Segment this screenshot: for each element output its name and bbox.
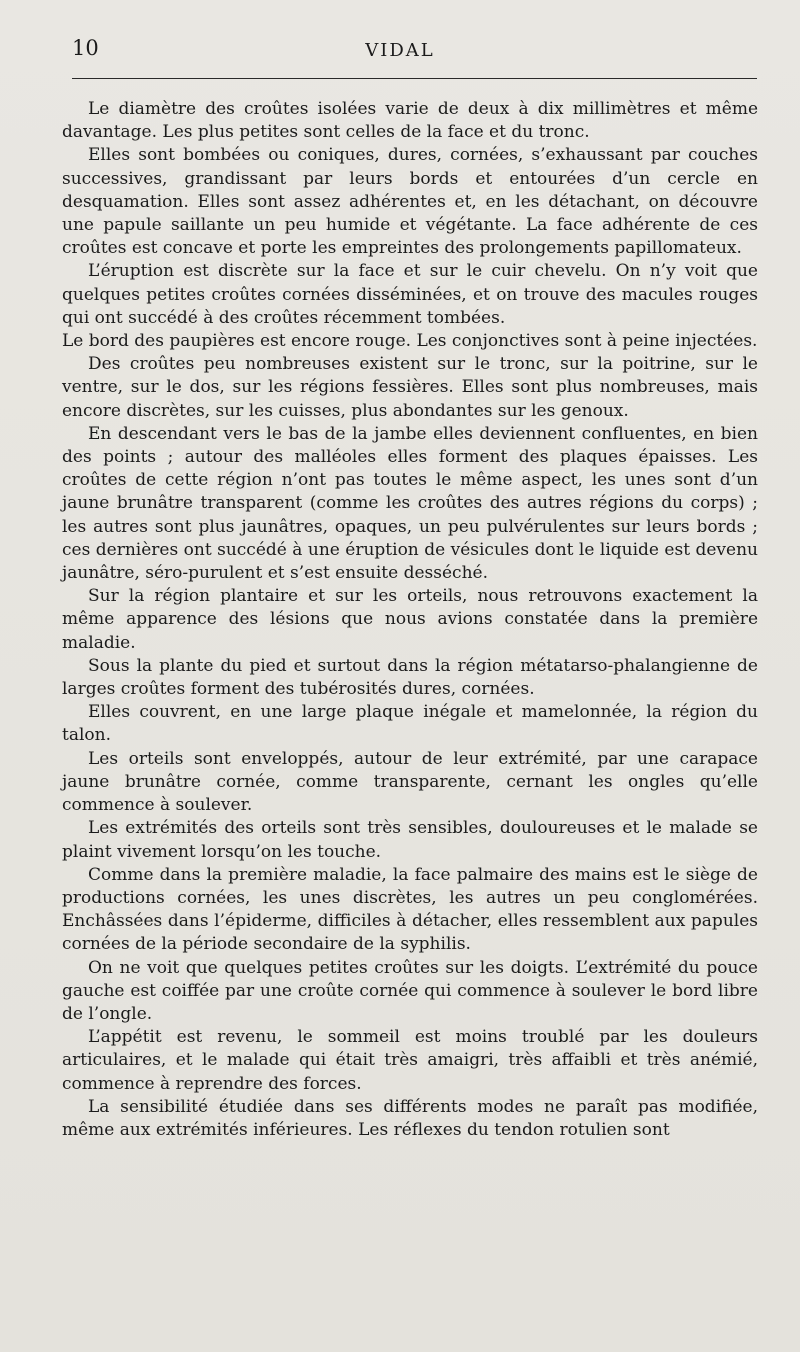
paragraph: L’éruption est discrète sur la face et sur le cuir chevelu. On n’y voit que quelques petites croûtes cornées disséminées, et on trouve des macules rouges qui ont succédé à des croûtes récemment tombées. (62, 261, 758, 328)
paragraph: On ne voit que quelques petites croûtes sur les doigts. L’extrémité du pouce gauche est coiffée par une croûte cornée qui commence à soulever le bord libre de l’ongle. (62, 957, 758, 1024)
paragraph: Sous la plante du pied et surtout dans la région métatarso-phalangienne de larges croûtes forment des tubérosités dures, cornées. (62, 655, 758, 700)
paragraph: Elles sont bombées ou coniques, dures, cornées, s’exhaussant par couches successives, grandissant par leurs bords et entourées d’un cercle en desquamation. Elles sont assez adhérentes et, en les détachant, on découvre une papule saillante un peu humide et végétante. La face adhérente de ces croûtes est concave et porte les empreintes des prolongements papillomateux. (62, 145, 758, 259)
paragraph: L’appétit est revenu, le sommeil est moins troublé par les douleurs articulaires, et le malade qui était très amaigri, très affaibli et très anémié, commence à reprendre des forces. (62, 1027, 758, 1094)
paragraph: Les extrémités des orteils sont très sensibles, douloureuses et le malade se plaint vivement lorsqu’on les touche. (62, 818, 758, 862)
paragraph: La sensibilité étudiée dans ses différents modes ne paraît pas modifiée, même aux extrémités inférieures. Les réflexes du tendon rotulien sont (62, 1096, 758, 1140)
paragraph: Le bord des paupières est encore rouge. Les conjonctives sont à peine injectées. (62, 331, 758, 352)
paragraph: Comme dans la première maladie, la face palmaire des mains est le siège de productions cornées, les unes discrètes, les autres un peu conglomérées. Enchâssées dans l’épiderme, difficiles à détacher, elles ressemblent aux papules cornées de la période secondaire de la syphilis. (62, 864, 758, 955)
body-text (62, 98, 758, 1142)
header-rule (72, 78, 757, 80)
paragraph: Le diamètre des croûtes isolées varie de deux à dix millimètres et même davantage. Les plus petites sont celles de la face et du tronc. (62, 99, 758, 143)
paragraph: En descendant vers le bas de la jambe elles deviennent confluentes, en bien des points ; autour des malléoles elles forment des plaques épaisses. Les croûtes de cette région n’ont pas toutes le même aspect, les unes sont d’un jaune brunâtre transparent (comme les croûtes des autres régions du corps) ; les autres sont plus jaunâtres, opaques, un peu pulvérulentes sur leurs bords ; ces dernières ont succédé à une éruption de vésicules dont le liquide est devenu jaunâtre, séro-purulent et s’est ensuite desséché. (62, 423, 758, 584)
page-number: 10 (72, 36, 99, 60)
paragraph: Sur la région plantaire et sur les orteils, nous retrouvons exactement la même apparence des lésions que nous avions constatée dans la première maladie. (62, 586, 758, 653)
paragraph: Des croûtes peu nombreuses existent sur le tronc, sur la poitrine, sur le ventre, sur le dos, sur les régions fessières. Elles sont plus nombreuses, mais encore discrètes, sur les cuisses, plus abondantes sur les genoux. (62, 354, 758, 421)
running-title: VIDAL (365, 40, 435, 61)
paragraph: Les orteils sont enveloppés, autour de leur extrémité, par une carapace jaune brunâtre cornée, comme transparente, cernant les ongles qu’elle commence à soulever. (62, 748, 758, 816)
paragraph: Elles couvrent, en une large plaque inégale et mamelonnée, la région du talon. (62, 702, 758, 746)
